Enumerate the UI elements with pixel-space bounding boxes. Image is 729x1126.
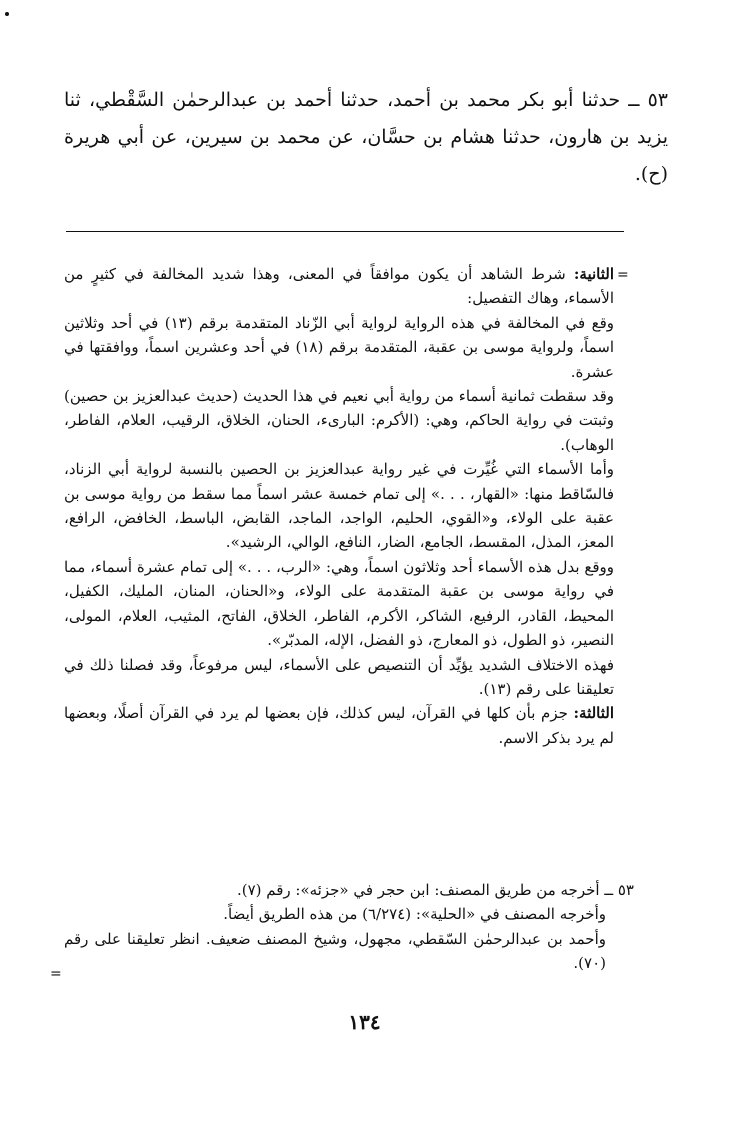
- footnote-paragraph: فهذه الاختلاف الشديد يؤيِّد أن التنصيص على الأسماء، ليس مرفوعاً، وقد فصلنا ذلك في تعليقنا على رقم (١٣).: [64, 655, 614, 698]
- footnote-paragraph: ووقع بدل هذه الأسماء أحد وثلاثون اسماً، وهي: «الرب، . . .» إلى تمام عشرة أسماء، مما في رواية موسى بن عقبة المتقدمة على الولاء، و«الحنان، المنان، المليك، الكفيل، المحيط، القادر، الرفيع، الشاكر، الأكرم، الفاطر، الخلاق، الفاتح، المثيب، العلام، المولى، النصير، ذو الطول، ذو المعارج، ذو الفضل، الإله، المدبّر».: [64, 557, 614, 650]
- continuation-mark-bottom: =: [50, 966, 62, 982]
- note-53-block: [64, 878, 634, 976]
- footnote-label: الثالثة:: [573, 704, 614, 723]
- footnote-paragraph: [64, 701, 614, 750]
- page-number: ١٣٤: [348, 1010, 381, 1034]
- continuation-mark-top: =: [617, 267, 629, 283]
- footnote-separator-line: [66, 231, 624, 232]
- footnote-paragraph: [64, 262, 614, 311]
- footnote-text: شرط الشاهد أن يكون موافقاً في المعنى، وهذا شديد المخالفة في كثيرٍ من الأسماء، وهاك التفصيل:: [64, 265, 614, 308]
- hadith-main-text: [64, 82, 668, 193]
- footnote-paragraph: وقد سقطت ثمانية أسماء من رواية أبي نعيم في هذا الحديث (حديث عبدالعزيز بن حصين) وثبتت في رواية الحاكم، وهي: (الأكرم: البارىء، الحنان، الخلاق، الرقيب، العلام، الفاطر، الوهاب).: [64, 387, 614, 454]
- note-text: أخرجه من طريق المصنف: ابن حجر في «جزئه»: رقم (٧).: [236, 881, 605, 899]
- note-number: ٥٣ ــ: [604, 881, 634, 899]
- note-53-line: [64, 878, 634, 902]
- hadith-paragraph: ٥٣ ــ حدثنا أبو بكر محمد بن أحمد، حدثنا أحمد بن عبدالرحمٰن السَّقْطي، ثنا يزيد بن هارون، حدثنا هشام بن حسَّان، عن محمد بن سيرين، عن أبي هريرة (ح).: [64, 89, 668, 185]
- footnote-label: الثانية:: [573, 265, 614, 283]
- footnote-text: جزم بأن كلها في القرآن، ليس كذلك، فإن بعضها لم يرد في القرآن أصلًا، وبعضها لم يرد بذكر الاسم.: [64, 704, 614, 747]
- margin-dot: [5, 12, 9, 16]
- footnotes-block: [64, 262, 614, 750]
- note-53-line: وأحمد بن عبدالرحمٰن السّقطي، مجهول، وشيخ المصنف ضعيف. انظر تعليقنا على رقم (٧٠).: [64, 929, 606, 973]
- footnote-paragraph: وقع في المخالفة في هذه الرواية لرواية أبي الزّناد المتقدمة برقم (١٣) في أحد وثلاثين اسماً، ولرواية موسى بن عقبة، المتقدمة برقم (١٨) في أحد وعشرين اسماً، ووافقتها في عشرة.: [64, 313, 614, 381]
- note-53-line: وأخرجه المصنف في «الحلية»: (٦/٢٧٤) من هذه الطريق أيضاً.: [223, 905, 606, 924]
- footnote-paragraph: وأما الأسماء التي غُيِّرت في غير رواية عبدالعزيز بن الحصين بالنسبة لرواية أبي الزناد، فالسّاقط منها: «القهار، . . .» إلى تمام خمسة عشر اسماً مما سقط من رواية موسى بن عقبة على الولاء، و«القوي، الحليم، الواجد، الماجد، القابض، الباسط، الخافض، الرافع، المعز، المذل، المقسط، الجامع، الضار، النافع، الوالي، الرشيد».: [64, 460, 614, 552]
